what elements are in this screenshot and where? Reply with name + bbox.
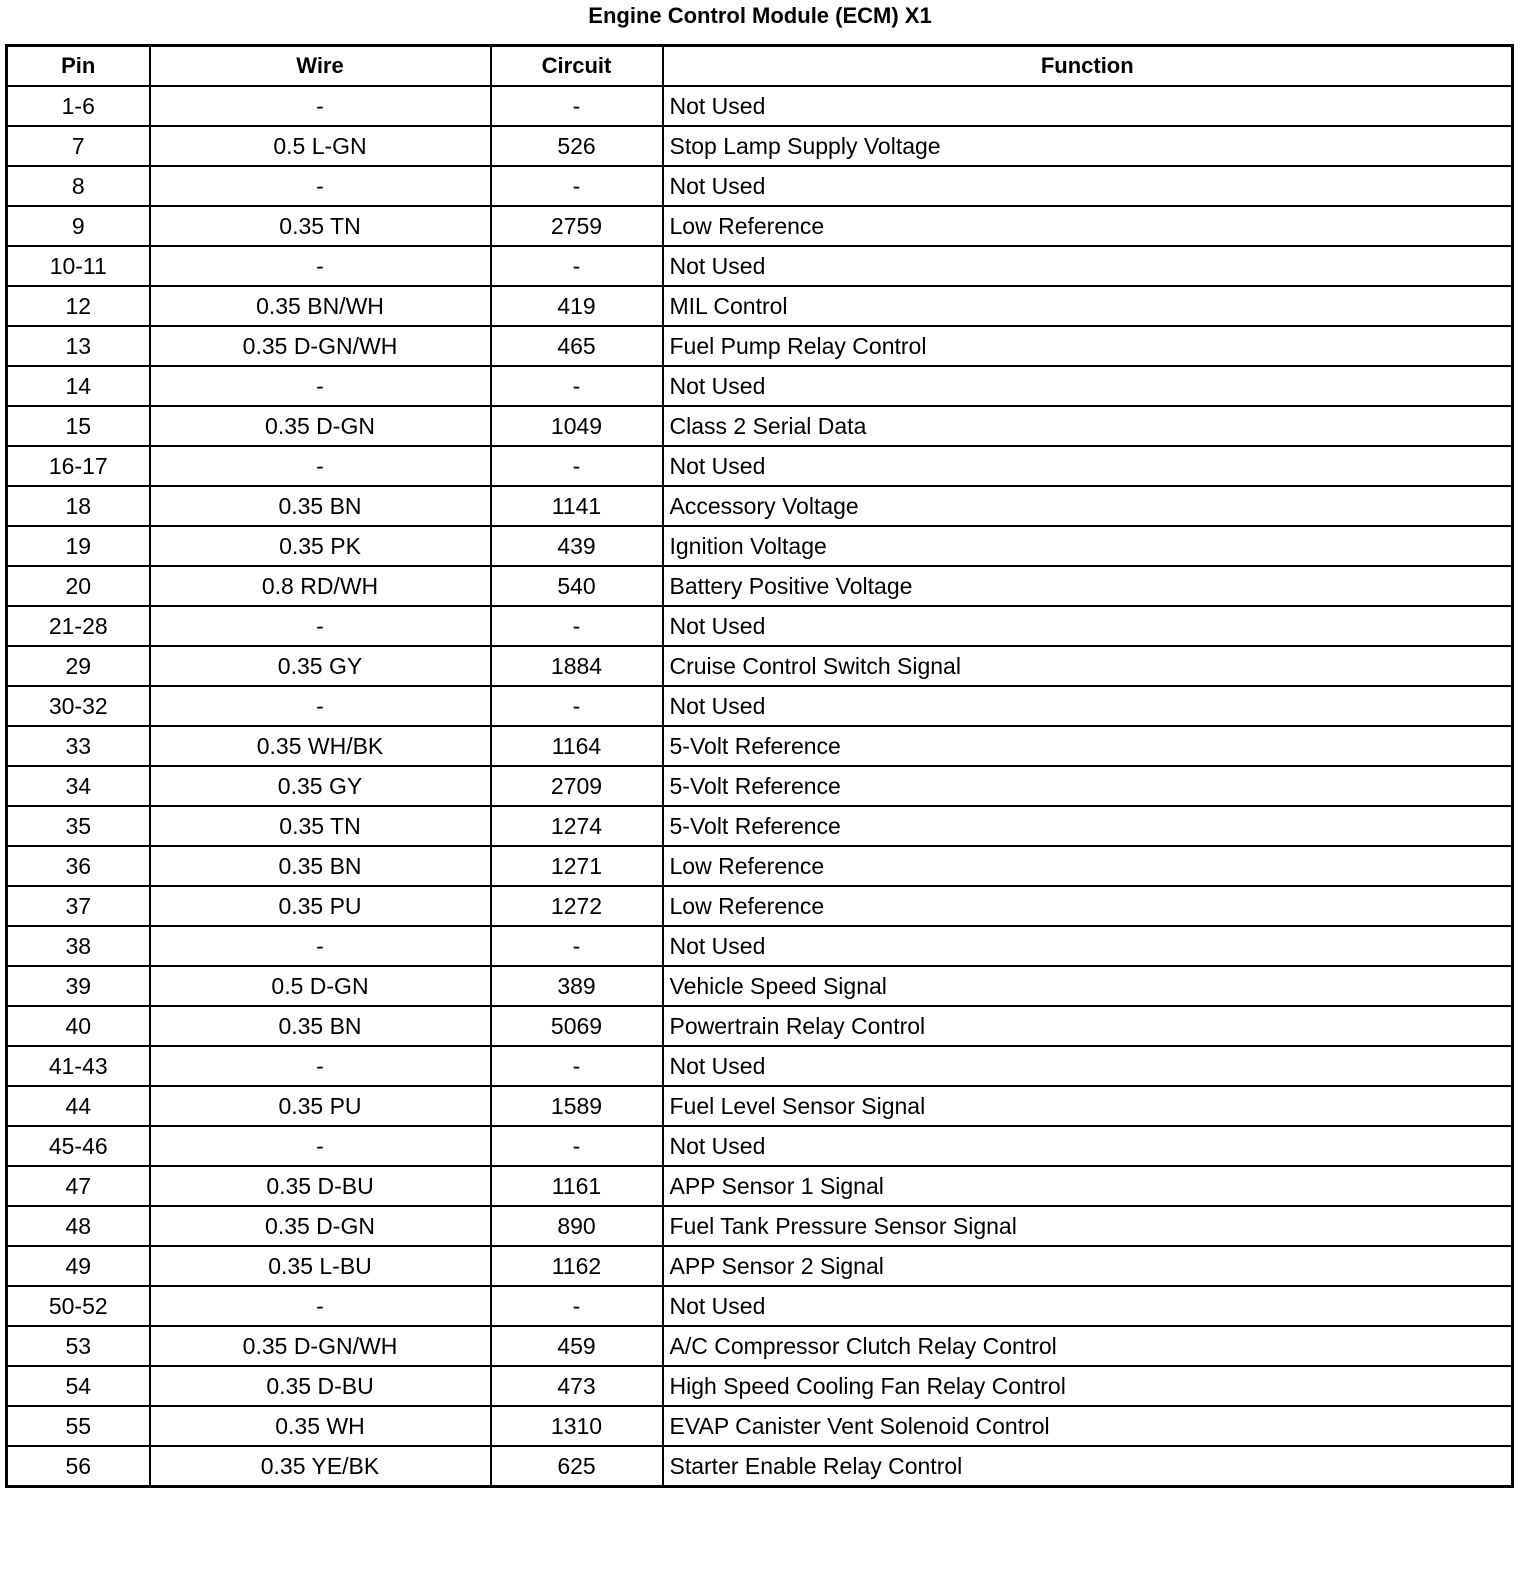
function-cell: 5-Volt Reference <box>663 766 1513 806</box>
table-row <box>7 326 1513 366</box>
circuit-cell: - <box>491 446 663 486</box>
pin-cell: 49 <box>7 1246 150 1286</box>
table-row <box>7 1326 1513 1366</box>
circuit-cell: 1161 <box>491 1166 663 1206</box>
circuit-cell: - <box>491 246 663 286</box>
pin-cell: 10-11 <box>7 246 150 286</box>
function-cell: Not Used <box>663 166 1513 206</box>
circuit-cell: - <box>491 926 663 966</box>
circuit-cell: - <box>491 366 663 406</box>
table-row <box>7 1126 1513 1166</box>
wire-cell: - <box>150 1046 491 1086</box>
wire-cell: 0.35 D-GN <box>150 1206 491 1246</box>
table-row <box>7 766 1513 806</box>
circuit-cell: 1272 <box>491 886 663 926</box>
wire-cell: 0.35 WH <box>150 1406 491 1446</box>
pin-cell: 40 <box>7 1006 150 1046</box>
table-row <box>7 926 1513 966</box>
table-row <box>7 526 1513 566</box>
function-cell: Stop Lamp Supply Voltage <box>663 126 1513 166</box>
pin-cell: 36 <box>7 846 150 886</box>
table-row <box>7 1246 1513 1286</box>
table-row <box>7 566 1513 606</box>
circuit-cell: - <box>491 606 663 646</box>
pin-cell: 55 <box>7 1406 150 1446</box>
table-row <box>7 1366 1513 1406</box>
function-cell: High Speed Cooling Fan Relay Control <box>663 1366 1513 1406</box>
circuit-cell: 419 <box>491 286 663 326</box>
wire-cell: 0.8 RD/WH <box>150 566 491 606</box>
wire-cell: 0.35 BN/WH <box>150 286 491 326</box>
wire-cell: 0.35 PK <box>150 526 491 566</box>
function-cell: EVAP Canister Vent Solenoid Control <box>663 1406 1513 1446</box>
function-cell: Not Used <box>663 1046 1513 1086</box>
circuit-cell: 473 <box>491 1366 663 1406</box>
pin-cell: 30-32 <box>7 686 150 726</box>
circuit-cell: 439 <box>491 526 663 566</box>
pin-cell: 47 <box>7 1166 150 1206</box>
circuit-cell: 1884 <box>491 646 663 686</box>
pin-cell: 48 <box>7 1206 150 1246</box>
pin-cell: 13 <box>7 326 150 366</box>
function-cell: Not Used <box>663 366 1513 406</box>
function-cell: Not Used <box>663 1286 1513 1326</box>
table-row <box>7 846 1513 886</box>
wire-cell: 0.35 TN <box>150 806 491 846</box>
wire-cell: - <box>150 606 491 646</box>
table-row <box>7 1206 1513 1246</box>
circuit-cell: 459 <box>491 1326 663 1366</box>
wire-cell: 0.35 YE/BK <box>150 1446 491 1487</box>
pin-cell: 1-6 <box>7 86 150 126</box>
function-cell: Not Used <box>663 926 1513 966</box>
circuit-cell: 540 <box>491 566 663 606</box>
function-cell: Accessory Voltage <box>663 486 1513 526</box>
table-row <box>7 126 1513 166</box>
table-row <box>7 1006 1513 1046</box>
table-row <box>7 286 1513 326</box>
function-cell: Vehicle Speed Signal <box>663 966 1513 1006</box>
pin-cell: 29 <box>7 646 150 686</box>
wire-cell: - <box>150 446 491 486</box>
table-row <box>7 726 1513 766</box>
function-cell: Not Used <box>663 86 1513 126</box>
table-row <box>7 686 1513 726</box>
wire-cell: 0.5 D-GN <box>150 966 491 1006</box>
pin-cell: 54 <box>7 1366 150 1406</box>
wire-cell: 0.35 TN <box>150 206 491 246</box>
wire-cell: 0.35 L-BU <box>150 1246 491 1286</box>
function-cell: Not Used <box>663 606 1513 646</box>
table-row <box>7 646 1513 686</box>
pin-cell: 50-52 <box>7 1286 150 1326</box>
wire-cell: 0.35 BN <box>150 486 491 526</box>
pin-cell: 7 <box>7 126 150 166</box>
page-title: Engine Control Module (ECM) X1 <box>588 3 932 28</box>
header-wire: Wire <box>150 46 491 87</box>
table-row <box>7 966 1513 1006</box>
wire-cell: 0.35 D-BU <box>150 1166 491 1206</box>
wire-cell: - <box>150 166 491 206</box>
circuit-cell: 1164 <box>491 726 663 766</box>
function-cell: A/C Compressor Clutch Relay Control <box>663 1326 1513 1366</box>
function-cell: MIL Control <box>663 286 1513 326</box>
wire-cell: - <box>150 926 491 966</box>
function-cell: Not Used <box>663 446 1513 486</box>
pin-cell: 41-43 <box>7 1046 150 1086</box>
table-row <box>7 1086 1513 1126</box>
function-cell: Ignition Voltage <box>663 526 1513 566</box>
wire-cell: - <box>150 86 491 126</box>
function-cell: Low Reference <box>663 846 1513 886</box>
circuit-cell: 1141 <box>491 486 663 526</box>
function-cell: Starter Enable Relay Control <box>663 1446 1513 1487</box>
function-cell: Powertrain Relay Control <box>663 1006 1513 1046</box>
circuit-cell: - <box>491 86 663 126</box>
table-row <box>7 1286 1513 1326</box>
wire-cell: - <box>150 1126 491 1166</box>
circuit-cell: 389 <box>491 966 663 1006</box>
table-row <box>7 406 1513 446</box>
function-cell: APP Sensor 2 Signal <box>663 1246 1513 1286</box>
circuit-cell: 1310 <box>491 1406 663 1446</box>
pin-cell: 45-46 <box>7 1126 150 1166</box>
header-circuit: Circuit <box>491 46 663 87</box>
pin-cell: 34 <box>7 766 150 806</box>
table-row <box>7 1406 1513 1446</box>
function-cell: Class 2 Serial Data <box>663 406 1513 446</box>
table-row <box>7 606 1513 646</box>
circuit-cell: - <box>491 166 663 206</box>
circuit-cell: 2709 <box>491 766 663 806</box>
header-pin: Pin <box>7 46 150 87</box>
table-row <box>7 246 1513 286</box>
circuit-cell: 890 <box>491 1206 663 1246</box>
connector-pinout-table <box>5 44 1514 1488</box>
table-row <box>7 1166 1513 1206</box>
wire-cell: 0.35 BN <box>150 846 491 886</box>
table-header-row <box>7 46 1513 87</box>
function-cell: 5-Volt Reference <box>663 806 1513 846</box>
pin-cell: 18 <box>7 486 150 526</box>
pin-cell: 8 <box>7 166 150 206</box>
wire-cell: - <box>150 366 491 406</box>
pin-cell: 39 <box>7 966 150 1006</box>
table-row <box>7 166 1513 206</box>
pin-cell: 9 <box>7 206 150 246</box>
wire-cell: 0.35 PU <box>150 1086 491 1126</box>
circuit-cell: 625 <box>491 1446 663 1487</box>
table-row <box>7 1046 1513 1086</box>
pin-cell: 15 <box>7 406 150 446</box>
function-cell: APP Sensor 1 Signal <box>663 1166 1513 1206</box>
circuit-cell: 1049 <box>491 406 663 446</box>
function-cell: Low Reference <box>663 886 1513 926</box>
wire-cell: - <box>150 686 491 726</box>
circuit-cell: 5069 <box>491 1006 663 1046</box>
function-cell: Battery Positive Voltage <box>663 566 1513 606</box>
pin-cell: 21-28 <box>7 606 150 646</box>
function-cell: Fuel Level Sensor Signal <box>663 1086 1513 1126</box>
function-cell: Low Reference <box>663 206 1513 246</box>
circuit-cell: 2759 <box>491 206 663 246</box>
circuit-cell: 1162 <box>491 1246 663 1286</box>
pin-cell: 14 <box>7 366 150 406</box>
circuit-cell: 526 <box>491 126 663 166</box>
function-cell: Fuel Pump Relay Control <box>663 326 1513 366</box>
function-cell: Not Used <box>663 246 1513 286</box>
wire-cell: 0.35 PU <box>150 886 491 926</box>
table-row <box>7 806 1513 846</box>
wire-cell: - <box>150 246 491 286</box>
pin-cell: 35 <box>7 806 150 846</box>
pin-cell: 16-17 <box>7 446 150 486</box>
table-row <box>7 886 1513 926</box>
wire-cell: 0.35 BN <box>150 1006 491 1046</box>
circuit-cell: 465 <box>491 326 663 366</box>
wire-cell: 0.35 WH/BK <box>150 726 491 766</box>
wire-cell: 0.35 GY <box>150 766 491 806</box>
pin-cell: 56 <box>7 1446 150 1487</box>
table-row <box>7 86 1513 126</box>
table-row <box>7 486 1513 526</box>
table-row <box>7 206 1513 246</box>
table-row <box>7 446 1513 486</box>
wire-cell: 0.35 GY <box>150 646 491 686</box>
pin-cell: 53 <box>7 1326 150 1366</box>
wire-cell: - <box>150 1286 491 1326</box>
wire-cell: 0.35 D-GN/WH <box>150 326 491 366</box>
wire-cell: 0.35 D-GN <box>150 406 491 446</box>
circuit-cell: 1274 <box>491 806 663 846</box>
circuit-cell: - <box>491 1286 663 1326</box>
pin-cell: 44 <box>7 1086 150 1126</box>
function-cell: Cruise Control Switch Signal <box>663 646 1513 686</box>
wire-cell: 0.5 L-GN <box>150 126 491 166</box>
function-cell: Not Used <box>663 686 1513 726</box>
circuit-cell: - <box>491 686 663 726</box>
pin-cell: 19 <box>7 526 150 566</box>
pin-cell: 37 <box>7 886 150 926</box>
table-row <box>7 366 1513 406</box>
wire-cell: 0.35 D-GN/WH <box>150 1326 491 1366</box>
circuit-cell: 1271 <box>491 846 663 886</box>
circuit-cell: 1589 <box>491 1086 663 1126</box>
function-cell: Not Used <box>663 1126 1513 1166</box>
circuit-cell: - <box>491 1126 663 1166</box>
pin-cell: 38 <box>7 926 150 966</box>
pin-cell: 33 <box>7 726 150 766</box>
circuit-cell: - <box>491 1046 663 1086</box>
function-cell: 5-Volt Reference <box>663 726 1513 766</box>
header-function: Function <box>663 46 1513 87</box>
wire-cell: 0.35 D-BU <box>150 1366 491 1406</box>
pin-cell: 20 <box>7 566 150 606</box>
function-cell: Fuel Tank Pressure Sensor Signal <box>663 1206 1513 1246</box>
table-row <box>7 1446 1513 1487</box>
pin-cell: 12 <box>7 286 150 326</box>
